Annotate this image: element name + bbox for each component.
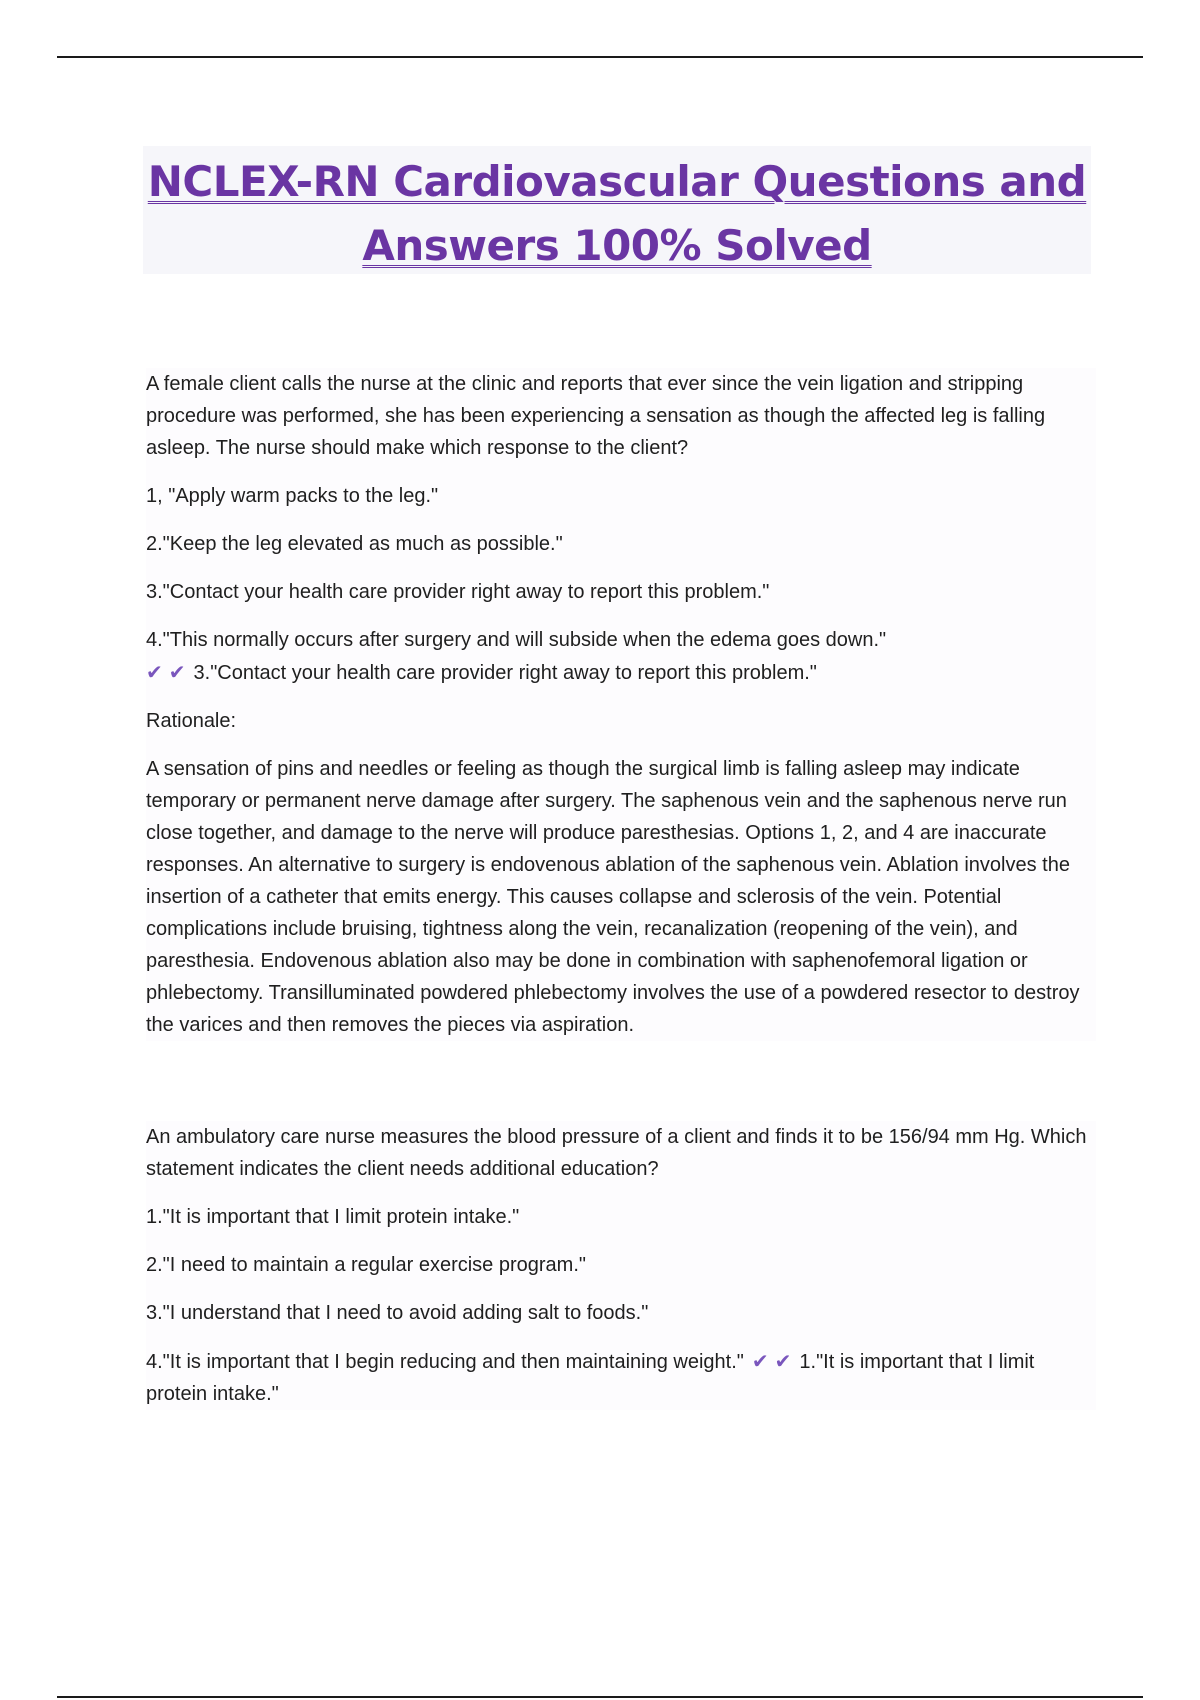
question-2 xyxy=(146,1121,1096,1410)
question-1-option-1: 1, "Apply warm packs to the leg." xyxy=(146,485,439,507)
question-1-option-3: 3."Contact your health care provider right away to report this problem." xyxy=(146,581,770,603)
footer-rule xyxy=(57,1696,1143,1698)
question-2-option-4-answer-line xyxy=(146,1345,1096,1410)
question-1 xyxy=(146,368,1096,1041)
question-2-option-1: 1."It is important that I limit protein intake." xyxy=(146,1206,520,1228)
question-1-option-2: 2."Keep the leg elevated as much as possible." xyxy=(146,533,563,555)
header-rule xyxy=(57,56,1143,58)
question-1-answer: 3."Contact your health care provider right away to report this problem." xyxy=(193,662,817,684)
question-1-stem: A female client calls the nurse at the clinic and reports that ever since the vein ligation and stripping procedure was performed, she has been experiencing a sensation as though the affected leg is falling asleep. The nurse should make which response to the client? xyxy=(146,373,1046,459)
double-check-icon: ✔✔ xyxy=(751,1349,798,1373)
title-line-2: Answers 100% Solved xyxy=(362,221,872,270)
question-2-option-2: 2."I need to maintain a regular exercise program." xyxy=(146,1254,586,1276)
title-line-1: NCLEX-RN Cardiovascular Questions and xyxy=(147,157,1087,206)
question-1-option-4: 4."This normally occurs after surgery and will subside when the edema goes down." xyxy=(146,629,887,651)
question-1-answer-line xyxy=(146,656,1096,689)
question-spacer xyxy=(146,1057,1096,1121)
title-banner xyxy=(143,146,1091,274)
question-2-option-4: 4."It is important that I begin reducing and then maintaining weight." xyxy=(146,1351,744,1373)
question-2-answer: 1."It is important that I limit protein intake." xyxy=(146,1351,1035,1405)
question-1-rationale-label: Rationale: xyxy=(146,710,237,732)
double-check-icon: ✔✔ xyxy=(146,660,192,684)
question-2-option-3: 3."I understand that I need to avoid adding salt to foods." xyxy=(146,1302,649,1324)
question-2-stem: An ambulatory care nurse measures the blood pressure of a client and finds it to be 156/94 mm Hg. Which statement indicates the client needs additional education? xyxy=(146,1126,1087,1180)
page-title xyxy=(143,150,1091,278)
document-body xyxy=(146,368,1096,1426)
question-1-rationale: A sensation of pins and needles or feeling as though the surgical limb is falling asleep may indicate temporary or permanent nerve damage after surgery. The saphenous vein and the saphenous nerve run close together, and damage to the nerve will produce paresthesias. Options 1, 2, and 4 are inaccurate responses. An alternative to surgery is endovenous ablation of the saphenous vein. Ablation involves the insertion of a catheter that emits energy. This causes collapse and sclerosis of the vein. Potential complications include bruising, tightness along the vein, recanalization (reopening of the vein), and paresthesia. Endovenous ablation also may be done in combination with saphenofemoral ligation or phlebectomy. Transilluminated powdered phlebectomy involves the use of a powdered resector to destroy the varices and then removes the pieces via aspiration. xyxy=(146,758,1080,1036)
